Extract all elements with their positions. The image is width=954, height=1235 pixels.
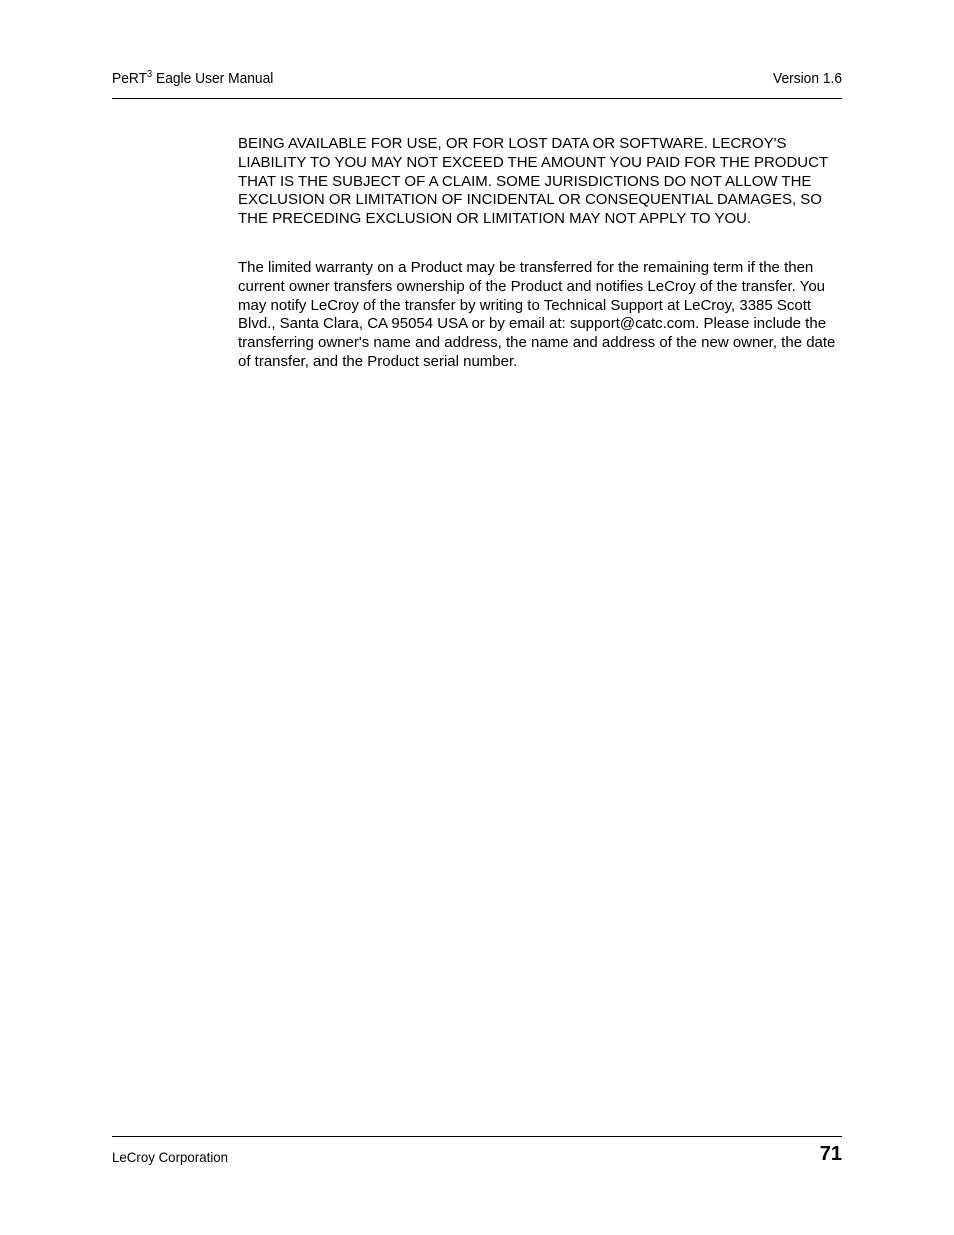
footer-company: LeCroy Corporation [112, 1149, 229, 1165]
page-number: 71 [819, 1143, 842, 1165]
manual-version: Version 1.6 [772, 70, 842, 87]
page-header [112, 68, 842, 99]
page-body [238, 135, 842, 402]
manual-title-suffix: Eagle User Manual [152, 70, 274, 87]
manual-title [112, 70, 273, 87]
disclaimer-paragraph: BEING AVAILABLE FOR USE, OR FOR LOST DATA OR SOFTWARE. LECROY'S LIABILITY TO YOU MAY NOT EXCEED THE AMOUNT YOU PAID FOR THE PRODUCT THAT IS THE SUBJECT OF A CLAIM. SOME JURISDICTIONS DO NOT ALLOW THE EXCLUSION OR LIMITATION OF INCIDENTAL OR CONSEQUENTIAL DAMAGES, SO THE PRECEDING EXCLUSION OR LIMITATION MAY NOT APPLY TO YOU. [238, 135, 828, 228]
warranty-transfer-paragraph: The limited warranty on a Product may be transferred for the remaining term if the then current owner transfers ownership of the Product and notifies LeCroy of the transfer. You may notify LeCroy of the transfer by writing to Technical Support at LeCroy, 3385 Scott Blvd., Santa Clara, CA 95054 USA or by email at: support@catc.com. Please include the transferring owner's name and address, the name and address of the new owner, the date of transfer, and the Product serial number. [238, 258, 836, 370]
page-footer [112, 1136, 842, 1171]
manual-title-prefix: PeRT [112, 70, 148, 87]
manual-title-superscript: 3 [147, 69, 153, 80]
